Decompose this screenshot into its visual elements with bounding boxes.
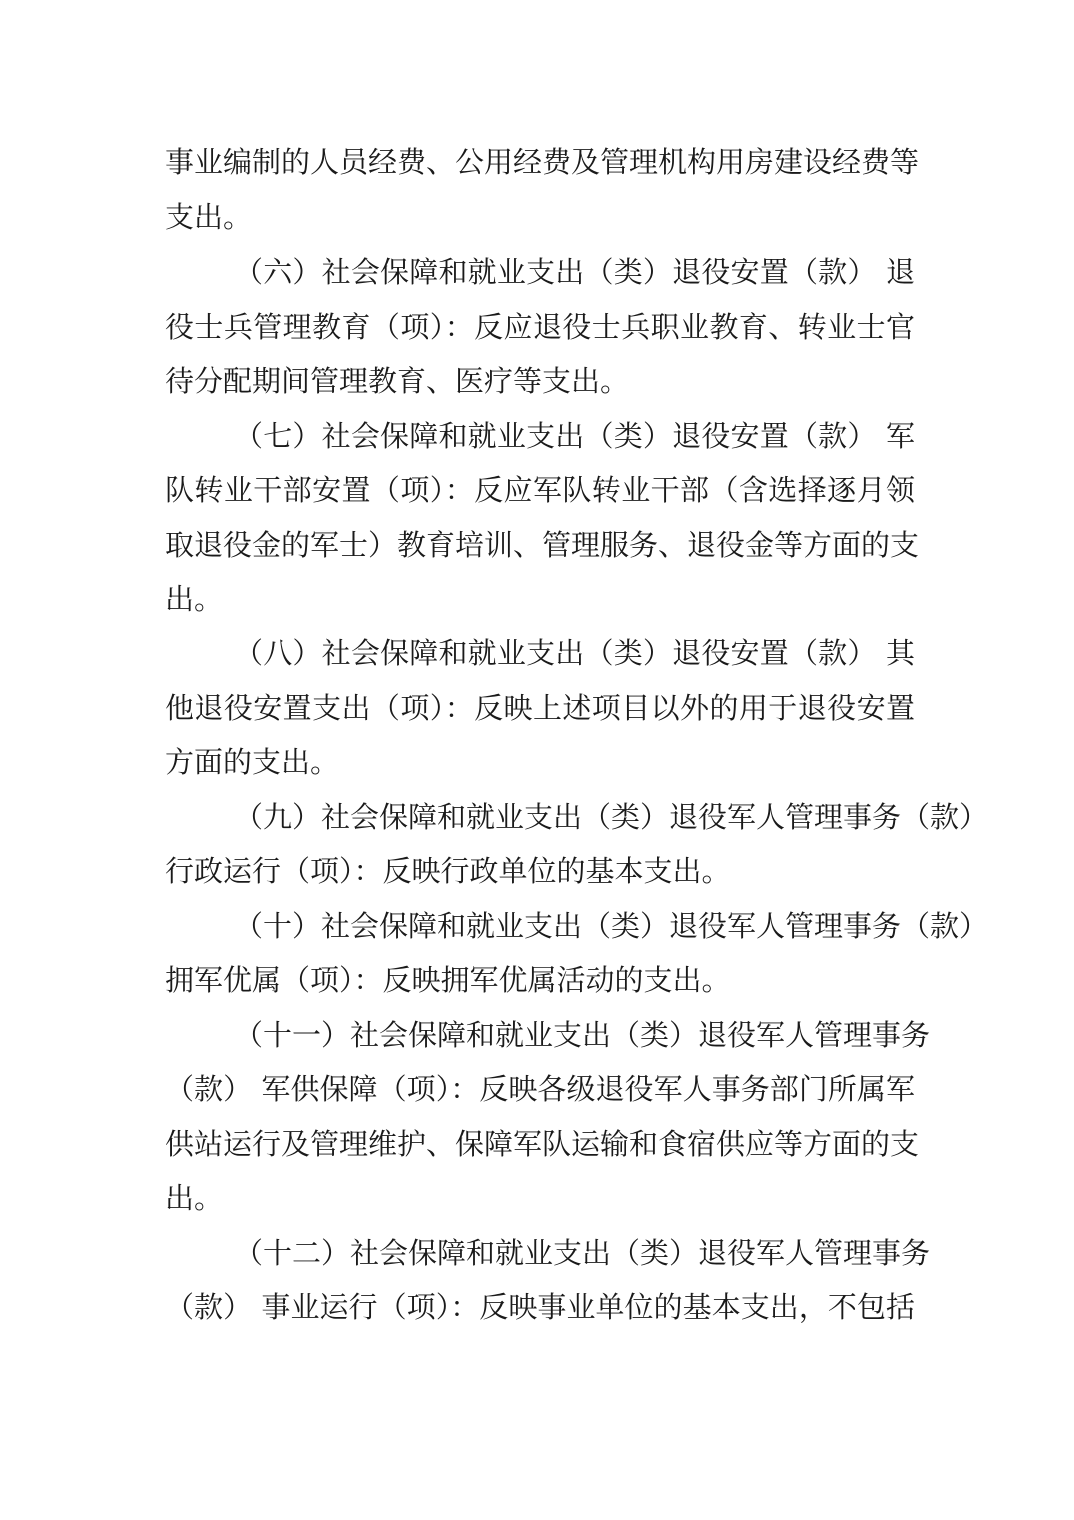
body-line: 行政运行（项）：反映行政单位的基本支出。 bbox=[165, 854, 731, 888]
body-line: 取退役金的军士）教育培训、管理服务、退役金等方面的支 bbox=[165, 528, 920, 562]
body-line: 他退役安置支出（项）：反映上述项目以外的用于退役安置 bbox=[165, 691, 915, 725]
section-twelve-heading-line: （十二）社会保障和就业支出（类）退役军人管理事务 bbox=[234, 1236, 931, 1270]
body-line: 出。 bbox=[165, 582, 224, 616]
body-line: 队转业干部安置（项）：反应军队转业干部（含选择逐月领 bbox=[165, 473, 915, 507]
body-line: 供站运行及管理维护、保障军队运输和食宿供应等方面的支 bbox=[165, 1127, 920, 1161]
body-line: 役士兵管理教育（项）：反应退役士兵职业教育、转业士官 bbox=[165, 310, 915, 344]
body-line: 拥军优属（项）：反映拥军优属活动的支出。 bbox=[165, 963, 731, 997]
section-eleven-heading-line: （十一）社会保障和就业支出（类）退役军人管理事务 bbox=[234, 1018, 931, 1052]
section-seven-heading-line: （七）社会保障和就业支出（类）退役安置（款） 军 bbox=[234, 419, 915, 453]
body-line: 方面的支出。 bbox=[165, 745, 340, 779]
section-nine-heading-line: （九）社会保障和就业支出（类）退役军人管理事务（款） bbox=[234, 800, 989, 834]
body-line: 出。 bbox=[165, 1181, 224, 1215]
section-ten-heading-line: （十）社会保障和就业支出（类）退役军人管理事务（款） bbox=[234, 909, 989, 943]
body-line: （款） 军供保障（项）：反映各级退役军人事务部门所属军 bbox=[165, 1072, 915, 1106]
body-line: 事业编制的人员经费、公用经费及管理机构用房建设经费等 bbox=[165, 145, 920, 179]
section-eight-heading-line: （八）社会保障和就业支出（类）退役安置（款） 其 bbox=[234, 636, 915, 670]
body-line: （款） 事业运行（项）：反映事业单位的基本支出，不包括 bbox=[165, 1290, 915, 1324]
body-line: 待分配期间管理教育、医疗等支出。 bbox=[165, 364, 630, 398]
section-six-heading-line: （六）社会保障和就业支出（类）退役安置（款） 退 bbox=[234, 255, 915, 289]
body-line: 支出。 bbox=[165, 200, 253, 234]
